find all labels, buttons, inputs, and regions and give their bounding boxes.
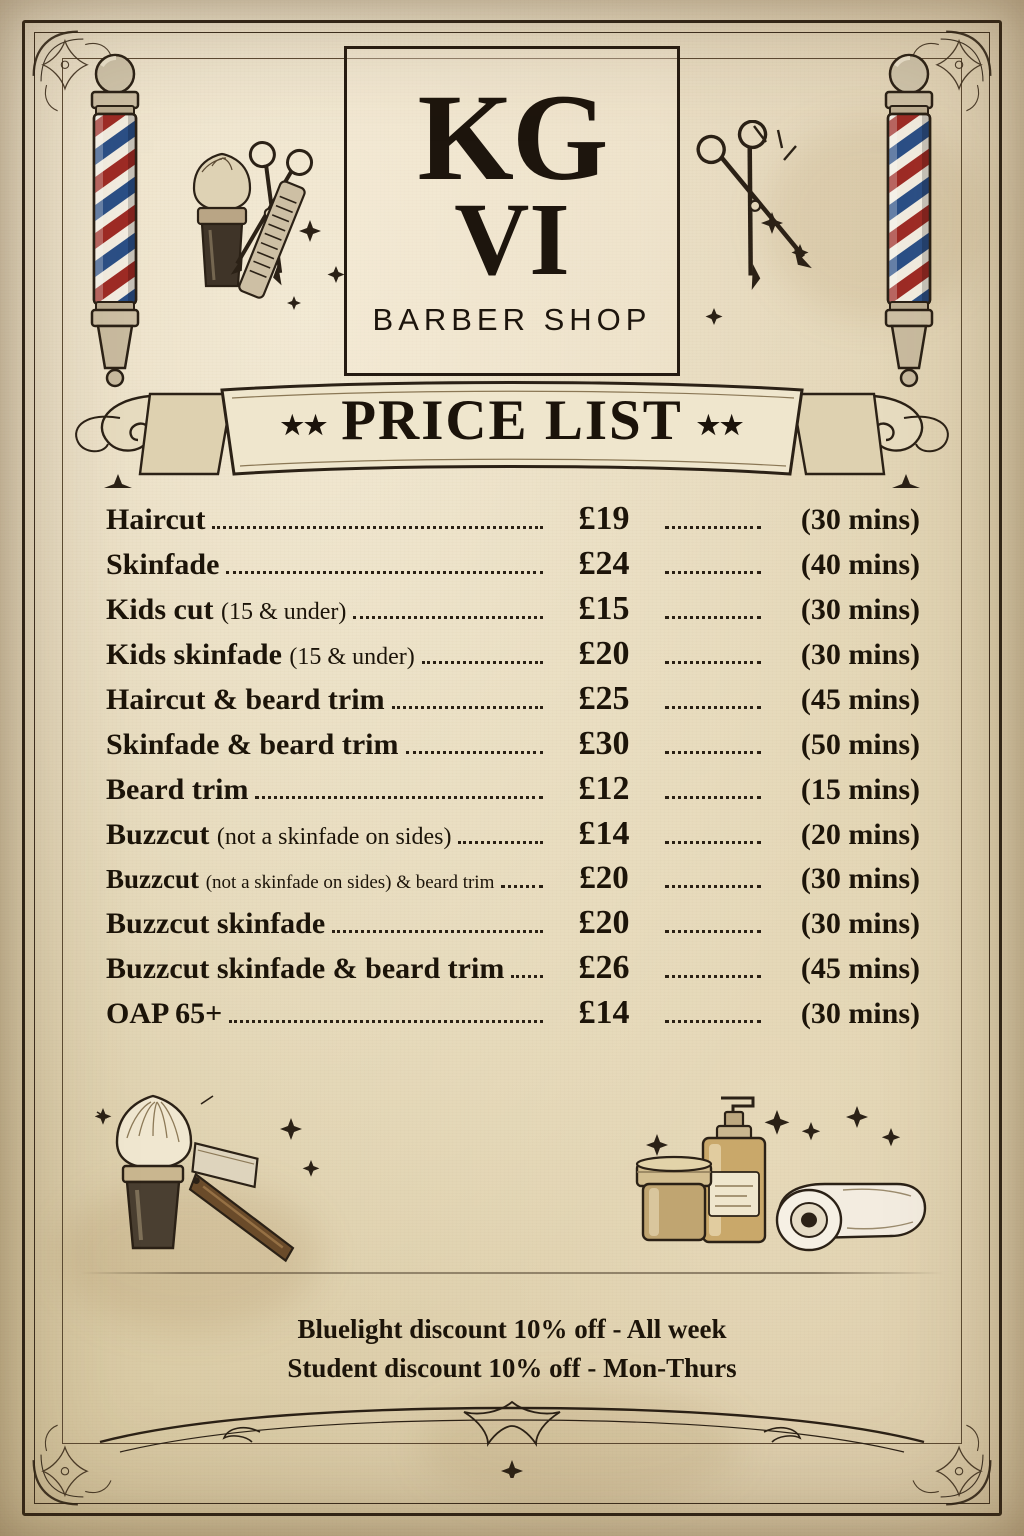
- service-duration: (30 mins): [800, 503, 920, 536]
- service-name: [106, 864, 494, 895]
- bottom-flourish-icon: [60, 1398, 964, 1478]
- service-price: £20: [578, 904, 630, 941]
- service-duration: (30 mins): [800, 862, 920, 895]
- service-name: [106, 638, 415, 672]
- barber-tools-right-illustration: [654, 120, 874, 350]
- service-name: [106, 818, 451, 852]
- service-name: OAP 65+: [106, 997, 223, 1030]
- service-note: (15 & under): [221, 599, 347, 625]
- barber-pole-icon: [72, 52, 158, 392]
- logo-subtitle: BARBER SHOP: [372, 301, 652, 337]
- service-note: (15 & under): [289, 644, 415, 670]
- shop-logo-box: [344, 46, 680, 376]
- service-duration: (30 mins): [800, 638, 920, 671]
- service-price: £14: [578, 815, 630, 852]
- shaving-brush-icon: [117, 1096, 191, 1248]
- service-name: Haircut & beard trim: [106, 683, 385, 716]
- service-name: Beard trim: [106, 773, 249, 806]
- service-price: £24: [578, 545, 630, 582]
- discount-line-1: Bluelight discount 10% off - All week: [297, 1313, 727, 1344]
- price-row: [106, 635, 920, 673]
- service-label: Kids skinfade: [106, 638, 282, 671]
- price-row: [106, 590, 920, 628]
- service-label: Buzzcut: [106, 864, 199, 894]
- leader-dots: [332, 929, 543, 933]
- service-note: (not a skinfade on sides) & beard trim: [205, 872, 495, 893]
- service-label: Buzzcut: [106, 818, 210, 851]
- sparkle-icon: [706, 212, 809, 325]
- scissors-icon: [695, 120, 815, 291]
- service-price: £19: [578, 500, 630, 537]
- service-price: £25: [578, 680, 630, 717]
- service-duration: (20 mins): [800, 818, 920, 851]
- price-row: [106, 770, 920, 808]
- sparkle-icon: [287, 220, 345, 310]
- service-price: £14: [578, 994, 630, 1031]
- leader-dots: [422, 660, 543, 664]
- service-name: Haircut: [106, 503, 206, 536]
- leader-dots: [665, 660, 761, 664]
- price-row: [106, 949, 920, 987]
- price-row: [106, 500, 920, 538]
- barber-tools-left-illustration: [160, 110, 360, 340]
- leader-dots: [665, 615, 761, 619]
- service-price: £12: [578, 770, 630, 807]
- service-label: Kids cut: [106, 593, 214, 626]
- price-row: [106, 994, 920, 1032]
- price-list-table: [106, 500, 920, 1039]
- logo-line-2: VI: [454, 181, 570, 297]
- service-price: £20: [578, 635, 630, 672]
- service-duration: (30 mins): [800, 997, 920, 1030]
- leader-dots: [665, 1019, 761, 1023]
- leader-dots: [226, 570, 543, 574]
- service-price: £15: [578, 590, 630, 627]
- leader-dots: [501, 884, 543, 888]
- title-star-right: ★★: [696, 410, 744, 440]
- logo-line-1: KG: [417, 69, 607, 206]
- service-duration: (40 mins): [800, 548, 920, 581]
- leader-dots: [665, 840, 761, 844]
- sparkle-icon: [646, 1106, 900, 1156]
- leader-dots: [665, 750, 761, 754]
- leader-dots: [212, 525, 543, 529]
- service-name: [106, 593, 346, 627]
- discount-notes: [0, 1310, 1024, 1388]
- discount-line-2: Student discount 10% off - Mon-Thurs: [287, 1352, 737, 1383]
- leader-dots: [511, 974, 543, 978]
- price-row: [106, 725, 920, 763]
- price-row: [106, 815, 920, 853]
- service-duration: (30 mins): [800, 907, 920, 940]
- pump-bottle-icon: [703, 1098, 765, 1242]
- leader-dots: [392, 705, 543, 709]
- leader-dots: [229, 1019, 543, 1023]
- service-price: £30: [578, 725, 630, 762]
- service-duration: (30 mins): [800, 593, 920, 626]
- price-row: [106, 904, 920, 942]
- leader-dots: [665, 795, 761, 799]
- grooming-products-illustration: [629, 1088, 929, 1288]
- service-name: Skinfade & beard trim: [106, 728, 399, 761]
- shaving-kit-illustration: [95, 1088, 355, 1278]
- service-price: £26: [578, 949, 630, 986]
- leader-dots: [665, 929, 761, 933]
- service-duration: (15 mins): [800, 773, 920, 806]
- barber-pole-icon: [866, 52, 952, 392]
- service-duration: (50 mins): [800, 728, 920, 761]
- leader-dots: [665, 525, 761, 529]
- title-text: PRICE LIST: [341, 389, 683, 452]
- leader-dots: [458, 840, 543, 844]
- pomade-jar-icon: [637, 1157, 711, 1240]
- price-row: [106, 860, 920, 897]
- leader-dots: [353, 615, 543, 619]
- price-row: [106, 545, 920, 583]
- leader-dots: [665, 884, 761, 888]
- price-row: [106, 680, 920, 718]
- leader-dots: [665, 974, 761, 978]
- service-name: Buzzcut skinfade: [106, 907, 326, 940]
- rolled-towel-icon: [777, 1184, 925, 1250]
- service-name: Buzzcut skinfade & beard trim: [106, 952, 505, 985]
- title-star-left: ★★: [280, 410, 328, 440]
- leader-dots: [665, 705, 761, 709]
- straight-razor-icon: [173, 1143, 312, 1261]
- service-name: Skinfade: [106, 548, 220, 581]
- price-list-title: [0, 388, 1024, 453]
- service-note: (not a skinfade on sides): [216, 824, 452, 850]
- service-duration: (45 mins): [800, 952, 920, 985]
- leader-dots: [665, 570, 761, 574]
- service-duration: (45 mins): [800, 683, 920, 716]
- leader-dots: [406, 750, 544, 754]
- leader-dots: [255, 795, 543, 799]
- service-price: £20: [579, 860, 629, 896]
